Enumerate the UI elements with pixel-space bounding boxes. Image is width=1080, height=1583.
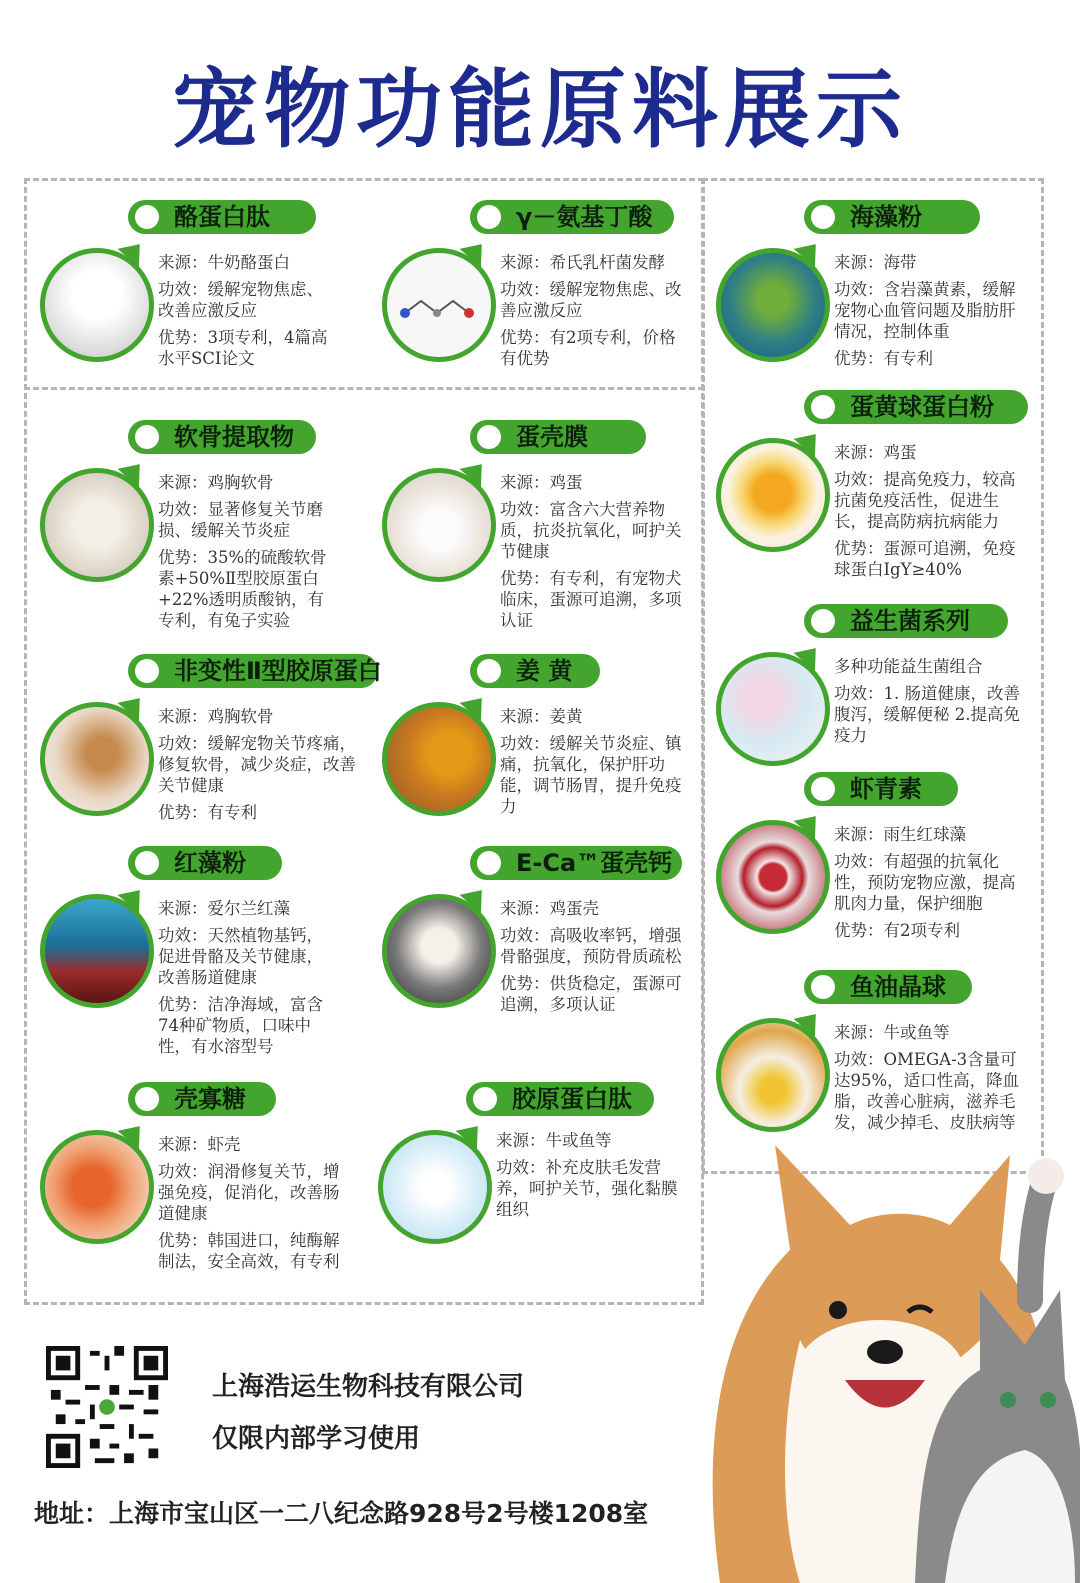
desc-line: 优势：蛋源可追溯，免疫球蛋白IgY≥40%: [834, 539, 1016, 579]
desc-line: 优势：有专利: [834, 349, 933, 368]
desc-line: 功效：缓解宠物焦虑、改善应激反应: [500, 280, 682, 320]
desc-line: 优势：有2项专利: [834, 921, 960, 940]
desc-line: 功效：缓解宠物关节疼痛，修复软骨，减少炎症，改善关节健康: [158, 734, 356, 795]
desc-line: 来源：鸡蛋: [500, 473, 583, 492]
ingredient-desc: [500, 706, 685, 823]
desc-line: 来源：鸡胸软骨: [158, 707, 274, 726]
seaweed-image: [716, 248, 830, 362]
milk-image: [40, 248, 154, 362]
desc-line: 多种功能益生菌组合: [834, 657, 983, 676]
ingredient-card: [40, 200, 340, 380]
desc-line: 功效：高吸收率钙，增强骨骼强度，预防骨质疏松: [500, 926, 682, 966]
desc-line: 来源：鸡蛋: [834, 443, 917, 462]
ingredient-desc: [834, 824, 1026, 947]
dog-and-cat-illustration: [680, 1140, 1080, 1583]
desc-line: 功效：显著修复关节磨损、缓解关节炎症: [158, 500, 323, 540]
fish-oil-beads-image: [716, 1018, 830, 1132]
ingredient-card: [40, 654, 380, 834]
desc-line: 来源：虾壳: [158, 1135, 241, 1154]
internal-use-note: 仅限内部学习使用: [212, 1424, 421, 1454]
haematococcus-image: [716, 820, 830, 934]
desc-line: 来源：鸡胸软骨: [158, 473, 274, 492]
desc-line: 功效：富含六大营养物质，抗炎抗氧化，呵护关节健康: [500, 500, 682, 561]
ingredient-card: [40, 846, 340, 1066]
desc-line: 来源：牛或鱼等: [834, 1023, 950, 1042]
probiotic-image: [716, 652, 830, 766]
ingredient-card: [716, 604, 1032, 754]
ingredient-desc: [158, 472, 338, 637]
desc-line: 来源：牛或鱼等: [496, 1131, 612, 1150]
knee-joint-image: [40, 468, 154, 582]
desc-line: 功效：缓解关节炎症、镇痛，抗氧化，保护肝功能，调节肠胃，提升免疫力: [500, 734, 682, 816]
red-algae-image: [40, 894, 154, 1008]
ingredient-card: [382, 654, 692, 834]
ingredient-desc: [834, 442, 1026, 586]
page-title: 宠物功能原料展示: [172, 60, 908, 160]
ingredient-name: 益生菌系列: [804, 604, 1008, 638]
ingredient-desc: [496, 1130, 681, 1226]
egg-yolk-image: [716, 438, 830, 552]
ingredient-name: 虾青素: [804, 772, 958, 806]
desc-line: 优势：3项专利，4篇高水平SCI论文: [158, 328, 328, 368]
desc-line: 来源：海带: [834, 253, 917, 272]
molecule-icon: [387, 253, 491, 357]
ingredient-card: [716, 200, 1032, 380]
ingredient-card: [716, 772, 1032, 952]
ingredient-name: 壳寡糖: [128, 1082, 276, 1116]
desc-line: 优势：有专利，有宠物犬临床，蛋源可追溯，多项认证: [500, 569, 682, 630]
turmeric-image: [382, 702, 496, 816]
ingredient-desc: [834, 1022, 1026, 1139]
ingredient-desc: [158, 252, 328, 375]
ingredient-name: 酪蛋白肽: [128, 200, 316, 234]
company-name: 上海浩运生物科技有限公司: [212, 1372, 525, 1402]
desc-line: 功效：润滑修复关节，增强免疫，促消化，改善肠道健康: [158, 1162, 340, 1223]
ingredient-name: 海藻粉: [804, 200, 980, 234]
ingredient-card: [716, 970, 1032, 1150]
ingredient-desc: [834, 252, 1024, 375]
ingredient-name: 胶原蛋白肽: [466, 1082, 654, 1116]
ingredient-name: 红藻粉: [128, 846, 282, 880]
desc-line: 来源：鸡蛋壳: [500, 899, 599, 918]
desc-line: 优势：有专利: [158, 803, 257, 822]
desc-line: 功效：补充皮肤毛发营养，呵护关节，强化黏膜组织: [496, 1158, 678, 1219]
molecule-image: [382, 248, 496, 362]
ingredient-name: 鱼油晶球: [804, 970, 972, 1004]
desc-line: 优势：有2项专利，价格有优势: [500, 328, 676, 368]
ingredient-name: E-Ca™蛋壳钙: [470, 846, 682, 880]
ingredient-desc: [158, 898, 338, 1063]
ingredient-name: 姜 黄: [470, 654, 600, 688]
ingredient-card: [382, 846, 692, 1046]
ingredient-desc: [158, 1134, 348, 1278]
shrimp-image: [40, 1130, 154, 1244]
ingredient-card: [40, 420, 340, 640]
dog-skeleton-image: [40, 702, 154, 816]
desc-line: 功效：天然植物基钙，促进骨骼及关节健康，改善肠道健康: [158, 926, 323, 987]
desc-line: 功效：有超强的抗氧化性，预防宠物应激，提高肌肉力量，保护细胞: [834, 852, 1016, 913]
ingredient-desc: [500, 472, 685, 637]
collagen-helix-image: [378, 1130, 492, 1244]
address: 地址：上海市宝山区一二八纪念路928号2号楼1208室: [34, 1499, 649, 1528]
ingredient-name: 软骨提取物: [128, 420, 316, 454]
eggshell-calcium-image: [382, 894, 496, 1008]
ingredient-name: 蛋黄球蛋白粉: [804, 390, 1028, 424]
ingredient-card: [716, 390, 1032, 590]
qr-code: [46, 1346, 168, 1468]
desc-line: 功效：缓解宠物焦虑、改善应激反应: [158, 280, 323, 320]
desc-line: 功效：OMEGA-3含量可达95%，适口性高，降血脂，改善心脏病，滋养毛发，减少掉毛、皮肤病等: [834, 1050, 1020, 1132]
desc-line: 来源：希氏乳杆菌发酵: [500, 253, 665, 272]
ingredient-desc: [500, 252, 685, 375]
desc-line: 来源：牛奶酪蛋白: [158, 253, 290, 272]
desc-line: 来源：姜黄: [500, 707, 583, 726]
ingredient-card: [378, 1082, 688, 1242]
ingredient-desc: [158, 706, 358, 829]
ingredient-name: γ－氨基丁酸: [470, 200, 674, 234]
eggshell-image: [382, 468, 496, 582]
desc-line: 优势：供货稳定，蛋源可追溯，多项认证: [500, 974, 682, 1014]
ingredient-card: [382, 200, 692, 380]
desc-line: 优势：35%的硫酸软骨素+50%Ⅱ型胶原蛋白+22%透明质酸钠，有专利，有兔子实验: [158, 548, 327, 630]
ingredient-card: [382, 420, 692, 640]
ingredient-name: 非变性Ⅱ型胶原蛋白: [128, 654, 378, 688]
desc-line: 优势：韩国进口，纯酶解制法，安全高效，有专利: [158, 1231, 340, 1271]
desc-line: 功效：提高免疫力，较高抗菌免疫活性，促进生长，提高防病抗病能力: [834, 470, 1016, 531]
desc-line: 来源：雨生红球藻: [834, 825, 966, 844]
desc-line: 来源：爱尔兰红藻: [158, 899, 290, 918]
desc-line: 功效：含岩藻黄素，缓解宠物心血管问题及脂肪肝情况，控制体重: [834, 280, 1016, 341]
desc-line: 功效：1. 肠道健康，改善腹泻，缓解便秘 2.提高免疫力: [834, 684, 1020, 745]
ingredient-desc: [834, 656, 1026, 752]
ingredient-name: 蛋壳膜: [470, 420, 646, 454]
ingredient-desc: [500, 898, 685, 1021]
desc-line: 优势：洁净海域，富含74种矿物质，口味中性，有水溶型号: [158, 995, 323, 1056]
ingredient-card: [40, 1082, 340, 1282]
